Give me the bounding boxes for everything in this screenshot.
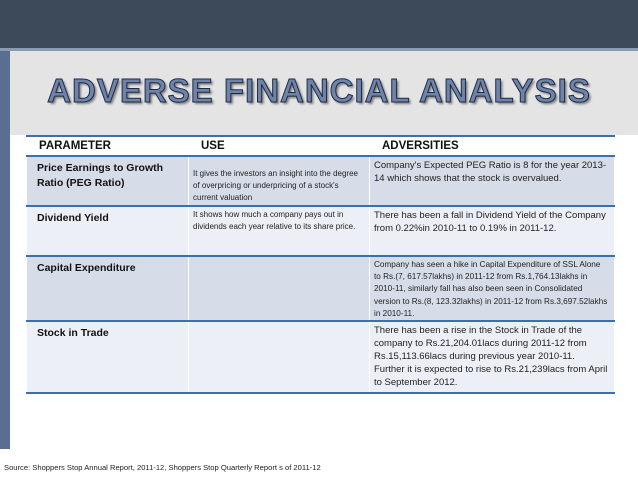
cell-adversities: Company has seen a hike in Capital Expenditure of SSL Alone to Rs.(7, 617.57lakhs) in 2011-12 from Rs.1,764.13lakhs in 2010-11, similarly fall has also been seen in Consolidated version to Rs.(8, 123.32lakhs) in 2011-12 from Rs.3,697.52lakhs in 2010-11. — [370, 256, 615, 321]
header-use: USE — [189, 136, 370, 156]
cell-use: It gives the investors an insight into the degree of overpricing or underpricing of a stock's current valuation — [189, 156, 370, 206]
cell-use — [189, 256, 370, 321]
cell-adversities: There has been a rise in the Stock in Trade of the company to Rs.21,204.01lacs during 2011-12 from Rs.15,113.66lacs during previous year 2010-11. Further it is expected to rise to Rs.21,239lacs from April to September 2012. — [370, 321, 615, 393]
source-note: Source: Shoppers Stop Annual Report, 2011-12, Shoppers Stop Quarterly Report s of 2011-12 — [4, 463, 321, 472]
cell-parameter: Capital Expenditure — [27, 256, 189, 321]
top-bar — [0, 0, 638, 48]
cell-use — [189, 321, 370, 393]
slide-title: ADVERSE FINANCIAL ANALYSIS — [47, 72, 591, 109]
cell-parameter: Stock in Trade — [27, 321, 189, 393]
table-row — [27, 321, 615, 393]
analysis-table — [26, 135, 615, 394]
header-parameter: PARAMETER — [27, 136, 189, 156]
cell-adversities: There has been a fall in Dividend Yield of the Company from 0.22%in 2010-11 to 0.19% in 2011-12. — [370, 206, 615, 256]
left-accent-bar — [0, 51, 10, 449]
cell-parameter: Dividend Yield — [27, 206, 189, 256]
table-row — [27, 156, 615, 206]
cell-adversities: Company's Expected PEG Ratio is 8 for the year 2013-14 which shows that the stock is overvalued. — [370, 156, 615, 206]
header-adversities: ADVERSITIES — [370, 136, 615, 156]
table-row — [27, 256, 615, 321]
cell-use: It shows how much a company pays out in dividends each year relative to its share price. — [189, 206, 370, 256]
table-row — [27, 206, 615, 256]
cell-parameter: Price Earnings to Growth Ratio (PEG Ratio) — [27, 156, 189, 206]
table-header-row — [27, 136, 615, 156]
